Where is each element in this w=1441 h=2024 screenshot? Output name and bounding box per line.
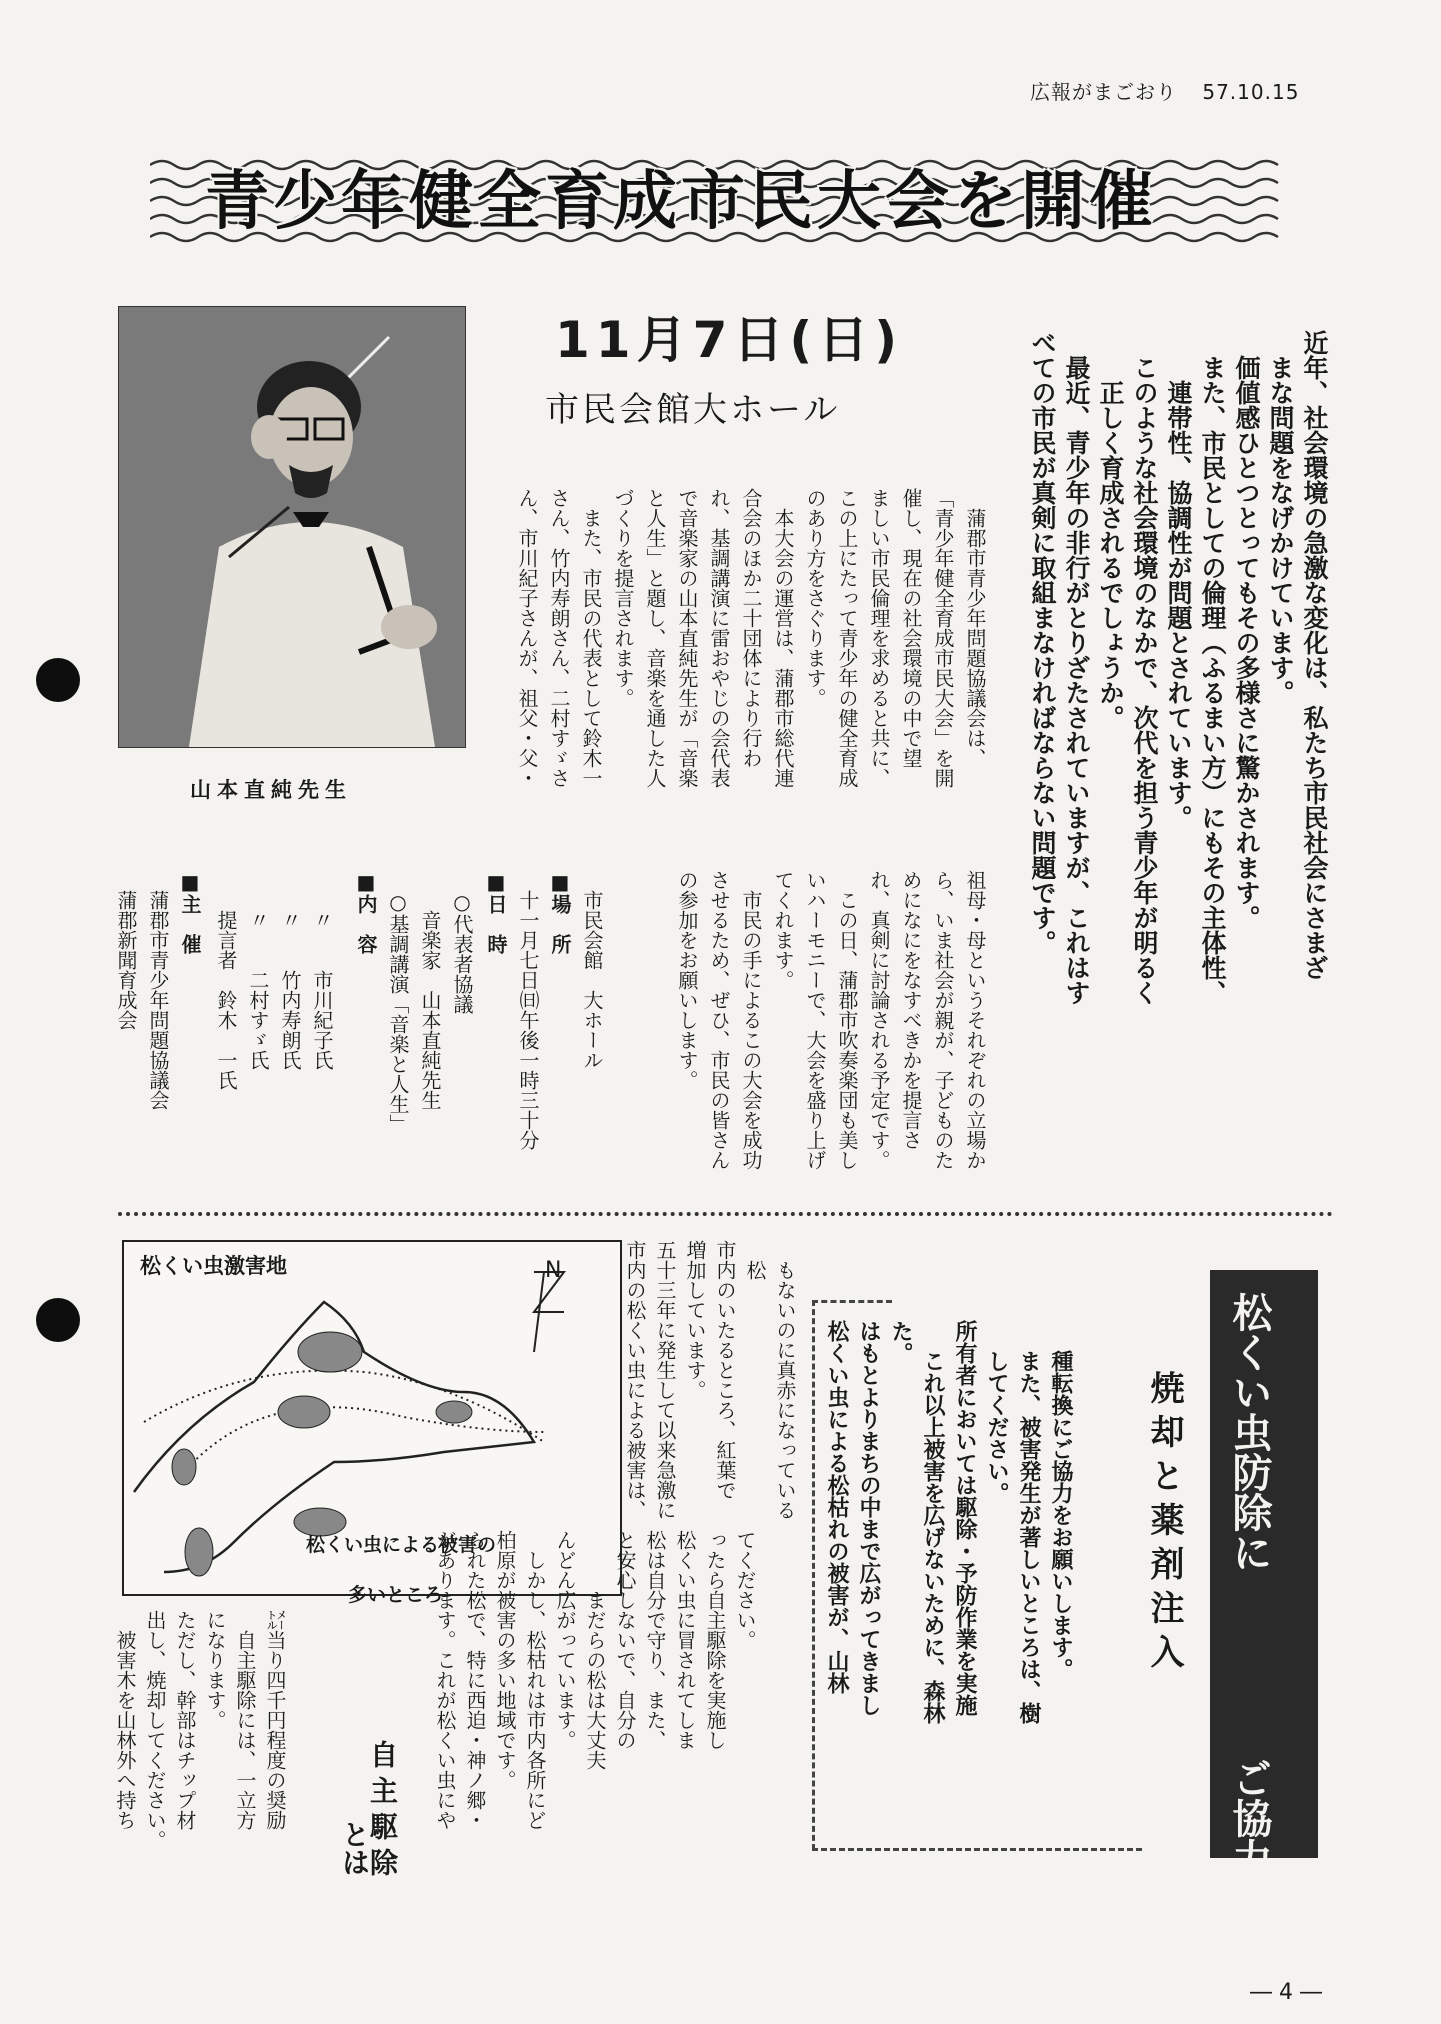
body-line: ただし、幹部はチップ材 — [173, 1610, 197, 1830]
publication-name: 広報がまごおり — [1030, 80, 1177, 104]
banner-title-line: ご協力を — [1226, 1758, 1272, 1918]
issue-date: 57.10.15 — [1202, 80, 1300, 104]
body-line: れ、真剣に討論される予定です。 — [867, 870, 891, 1170]
lead-line: 連帯性、協調性が問題とされています。 — [1164, 380, 1193, 830]
banner-title-line: 松くい虫防除に — [1226, 1292, 1272, 1572]
body-line: 被害木を山林外へ持ち — [113, 1630, 137, 1830]
binding-hole-marker — [36, 1298, 80, 1342]
body-line: があります。これが松くい虫にや — [433, 1530, 457, 1830]
dashed-frame — [812, 1300, 815, 1850]
body-line: 松くい虫に冒されてしま — [673, 1530, 697, 1750]
self-removal-heading-sub: とは — [338, 1820, 371, 1876]
notice-line: 松くい虫による松枯れの被害が、山林 — [824, 1320, 849, 1694]
map-title: 松くい虫激害地 — [140, 1254, 287, 1278]
conductor-photo — [118, 306, 466, 748]
map-legend-label: 多いところ — [348, 1584, 444, 1606]
article-body-upper — [511, 488, 991, 868]
lead-line: まな問題をなげかけています。 — [1266, 355, 1295, 705]
pine-banner-title — [1225, 1292, 1273, 1918]
body-line: のあり方をさぐります。 — [803, 488, 827, 708]
self-removal-text — [110, 1610, 290, 1910]
main-title: 青少年健全育成市民大会を開催 — [205, 165, 1157, 239]
body-line: づくりを提言されます。 — [611, 488, 635, 708]
lead-line: 最近、青少年の非行がとりざたされていますが、これはす — [1062, 355, 1091, 1005]
detail-heading: ■主 催 — [178, 870, 202, 954]
lead-line: 正しく育成されるでしょうか。 — [1096, 380, 1125, 730]
body-line: この日、蒲郡市吹奏楽団も美し — [835, 890, 859, 1170]
body-line: また、市民の代表として鈴木一 — [579, 508, 603, 788]
detail-heading: ■内 容 — [354, 870, 378, 954]
event-date: 11月7日(日) — [555, 311, 904, 369]
body-line: ったら自主駆除を実施し — [703, 1530, 727, 1750]
detail-value: 〃 市川紀子氏 — [310, 910, 334, 1070]
section-divider — [118, 1212, 1333, 1216]
body-line: 「青少年健全育成市民大会」を開 — [931, 488, 955, 788]
north-label: N — [545, 1258, 562, 1283]
body-line: 増加しています。 — [683, 1240, 707, 1400]
pine-notice — [820, 1320, 1076, 1840]
body-line: いハーモニーで、大会を盛り上げ — [803, 870, 827, 1170]
notice-line: 種転換にご協力をお願いします。 — [1048, 1350, 1073, 1680]
body-line: 出し、焼却してください。 — [143, 1610, 167, 1850]
pine-article-lower — [430, 1530, 760, 1910]
body-line: まだらの松は大丈夫 — [583, 1590, 607, 1770]
detail-value: 〃 二村すゞ氏 — [246, 910, 270, 1070]
body-line: 催し、現在の社会環境の中で望 — [899, 488, 923, 768]
body-line: と人生」と題し、音楽を通した人 — [643, 488, 667, 788]
lead-line: 価値感ひとつとってもその多様さに驚かされます。 — [1232, 355, 1261, 930]
detail-value: ○基調講演「音楽と人生」 — [386, 890, 410, 1134]
body-line: この上にたって青少年の健全育成 — [835, 488, 859, 788]
pine-subtitle: 焼却と薬剤注入 — [1144, 1370, 1184, 1678]
body-line: 五十三年に発生して以来急激に — [653, 1240, 677, 1520]
detail-heading: ■場 所 — [548, 870, 572, 954]
notice-line: これ以上被害を広げないために、森林 — [920, 1350, 945, 1724]
body-line: で音楽家の山本直純先生が「音楽 — [675, 488, 699, 788]
lead-line: このような社会環境のなかで、次代を担う青少年が明るく — [1130, 355, 1159, 1005]
photo-caption: 山本直純先生 — [190, 778, 352, 802]
body-line: てください。 — [733, 1530, 757, 1650]
map-legend-title: 松くい虫による被害の — [306, 1534, 497, 1556]
body-line: んどん広がっています。 — [553, 1530, 577, 1750]
notice-line: 所有者においては駆除・予防作業を実施 — [952, 1320, 977, 1716]
detail-value: 市民会館 大ホール — [580, 890, 604, 1070]
notice-line: また、被害発生が著しいところは、樹 — [1016, 1350, 1041, 1724]
self-removal-heading: 自主駆除 — [366, 1740, 399, 1884]
body-line: られた松で、特に西迫・神ノ郷・ — [463, 1530, 487, 1830]
binding-hole-marker — [36, 658, 80, 702]
lead-paragraph — [1025, 330, 1331, 1160]
body-line: 市民の手によるこの大会を成功 — [739, 890, 763, 1170]
detail-value: 音楽家 山本直純先生 — [418, 910, 442, 1110]
body-line: 祖母・母というそれぞれの立場か — [963, 870, 987, 1170]
dashed-frame — [812, 1848, 1142, 1851]
detail-value: 蒲郡新聞育成会 — [114, 890, 138, 1030]
detail-value: 蒲郡市青少年問題協議会 — [146, 890, 170, 1110]
body-line: ましい市民倫理を求めると共に、 — [867, 488, 891, 788]
notice-line: はもとよりまちの中まで広がってきまし — [856, 1320, 881, 1716]
lead-line: べての市民が真剣に取組まなければならない問題です。 — [1028, 330, 1057, 955]
detail-value: ○代表者協議 — [450, 890, 474, 1014]
event-venue: 市民会館大ホール — [545, 390, 841, 430]
body-line: 柏原が被害の多い地域です。 — [493, 1530, 517, 1790]
body-line: ら、いま社会が親が、子どものた — [931, 870, 955, 1170]
body-line: の参加をお願いします。 — [675, 870, 699, 1090]
body-line: ㍍当り四千円程度の奨励 — [263, 1610, 287, 1830]
pine-article-upper — [620, 1240, 800, 1530]
lead-line: また、市民としての倫理（ふるまい方）にもその主体性、 — [1198, 355, 1227, 1005]
body-line: れ、基調講演に雷おやじの会代表 — [707, 488, 731, 788]
body-line: てくれます。 — [771, 870, 795, 990]
body-line: になります。 — [203, 1610, 227, 1730]
body-line: させるため、ぜひ、市民の皆さん — [707, 870, 731, 1170]
body-line: めになにをなすべきかを提言さ — [899, 870, 923, 1150]
body-line: さん、竹内寿朗さん、二村すゞさ — [547, 488, 571, 788]
detail-heading: ■日 時 — [484, 870, 508, 954]
event-details-speakers — [210, 870, 338, 1200]
body-line: 本大会の運営は、蒲郡市総代連 — [771, 508, 795, 788]
body-line: と安心しないで、自分の — [613, 1530, 637, 1750]
body-line: しかし、松枯れは市内各所にど — [523, 1550, 547, 1830]
body-line: 合会のほか二十団体により行わ — [739, 488, 763, 768]
dashed-frame — [812, 1300, 892, 1303]
notice-line: た。 — [888, 1320, 913, 1364]
article-body-lower — [671, 870, 991, 1190]
body-line: ん、市川紀子さんが、祖父・父・ — [515, 488, 539, 788]
body-line: 松は自分で守り、また、 — [643, 1530, 667, 1750]
body-line: 蒲郡市青少年問題協議会は、 — [963, 508, 987, 768]
notice-line: してください。 — [984, 1350, 1009, 1504]
body-line: 市内のいたるところ、紅葉で — [713, 1240, 737, 1500]
event-details — [110, 870, 206, 1200]
body-line: 自主駆除には、一立方 — [233, 1630, 257, 1830]
detail-value: 十一月七日㈰午後一時三十分 — [516, 890, 540, 1150]
detail-value: 〃 竹内寿朗氏 — [278, 910, 302, 1070]
detail-value: 提言者 鈴木 一氏 — [214, 910, 238, 1090]
body-line: もないのに真赤になっている松 — [743, 1260, 797, 1520]
event-details-place — [480, 870, 608, 1200]
publication-header — [1030, 76, 1299, 105]
event-details-content — [350, 870, 478, 1200]
page-number: ― 4 ― — [1250, 1980, 1322, 2005]
body-line: 市内の松くい虫による被害は、 — [623, 1240, 647, 1520]
lead-line: 近年、社会環境の急激な変化は、私たち市民社会にさまざ — [1300, 330, 1329, 980]
